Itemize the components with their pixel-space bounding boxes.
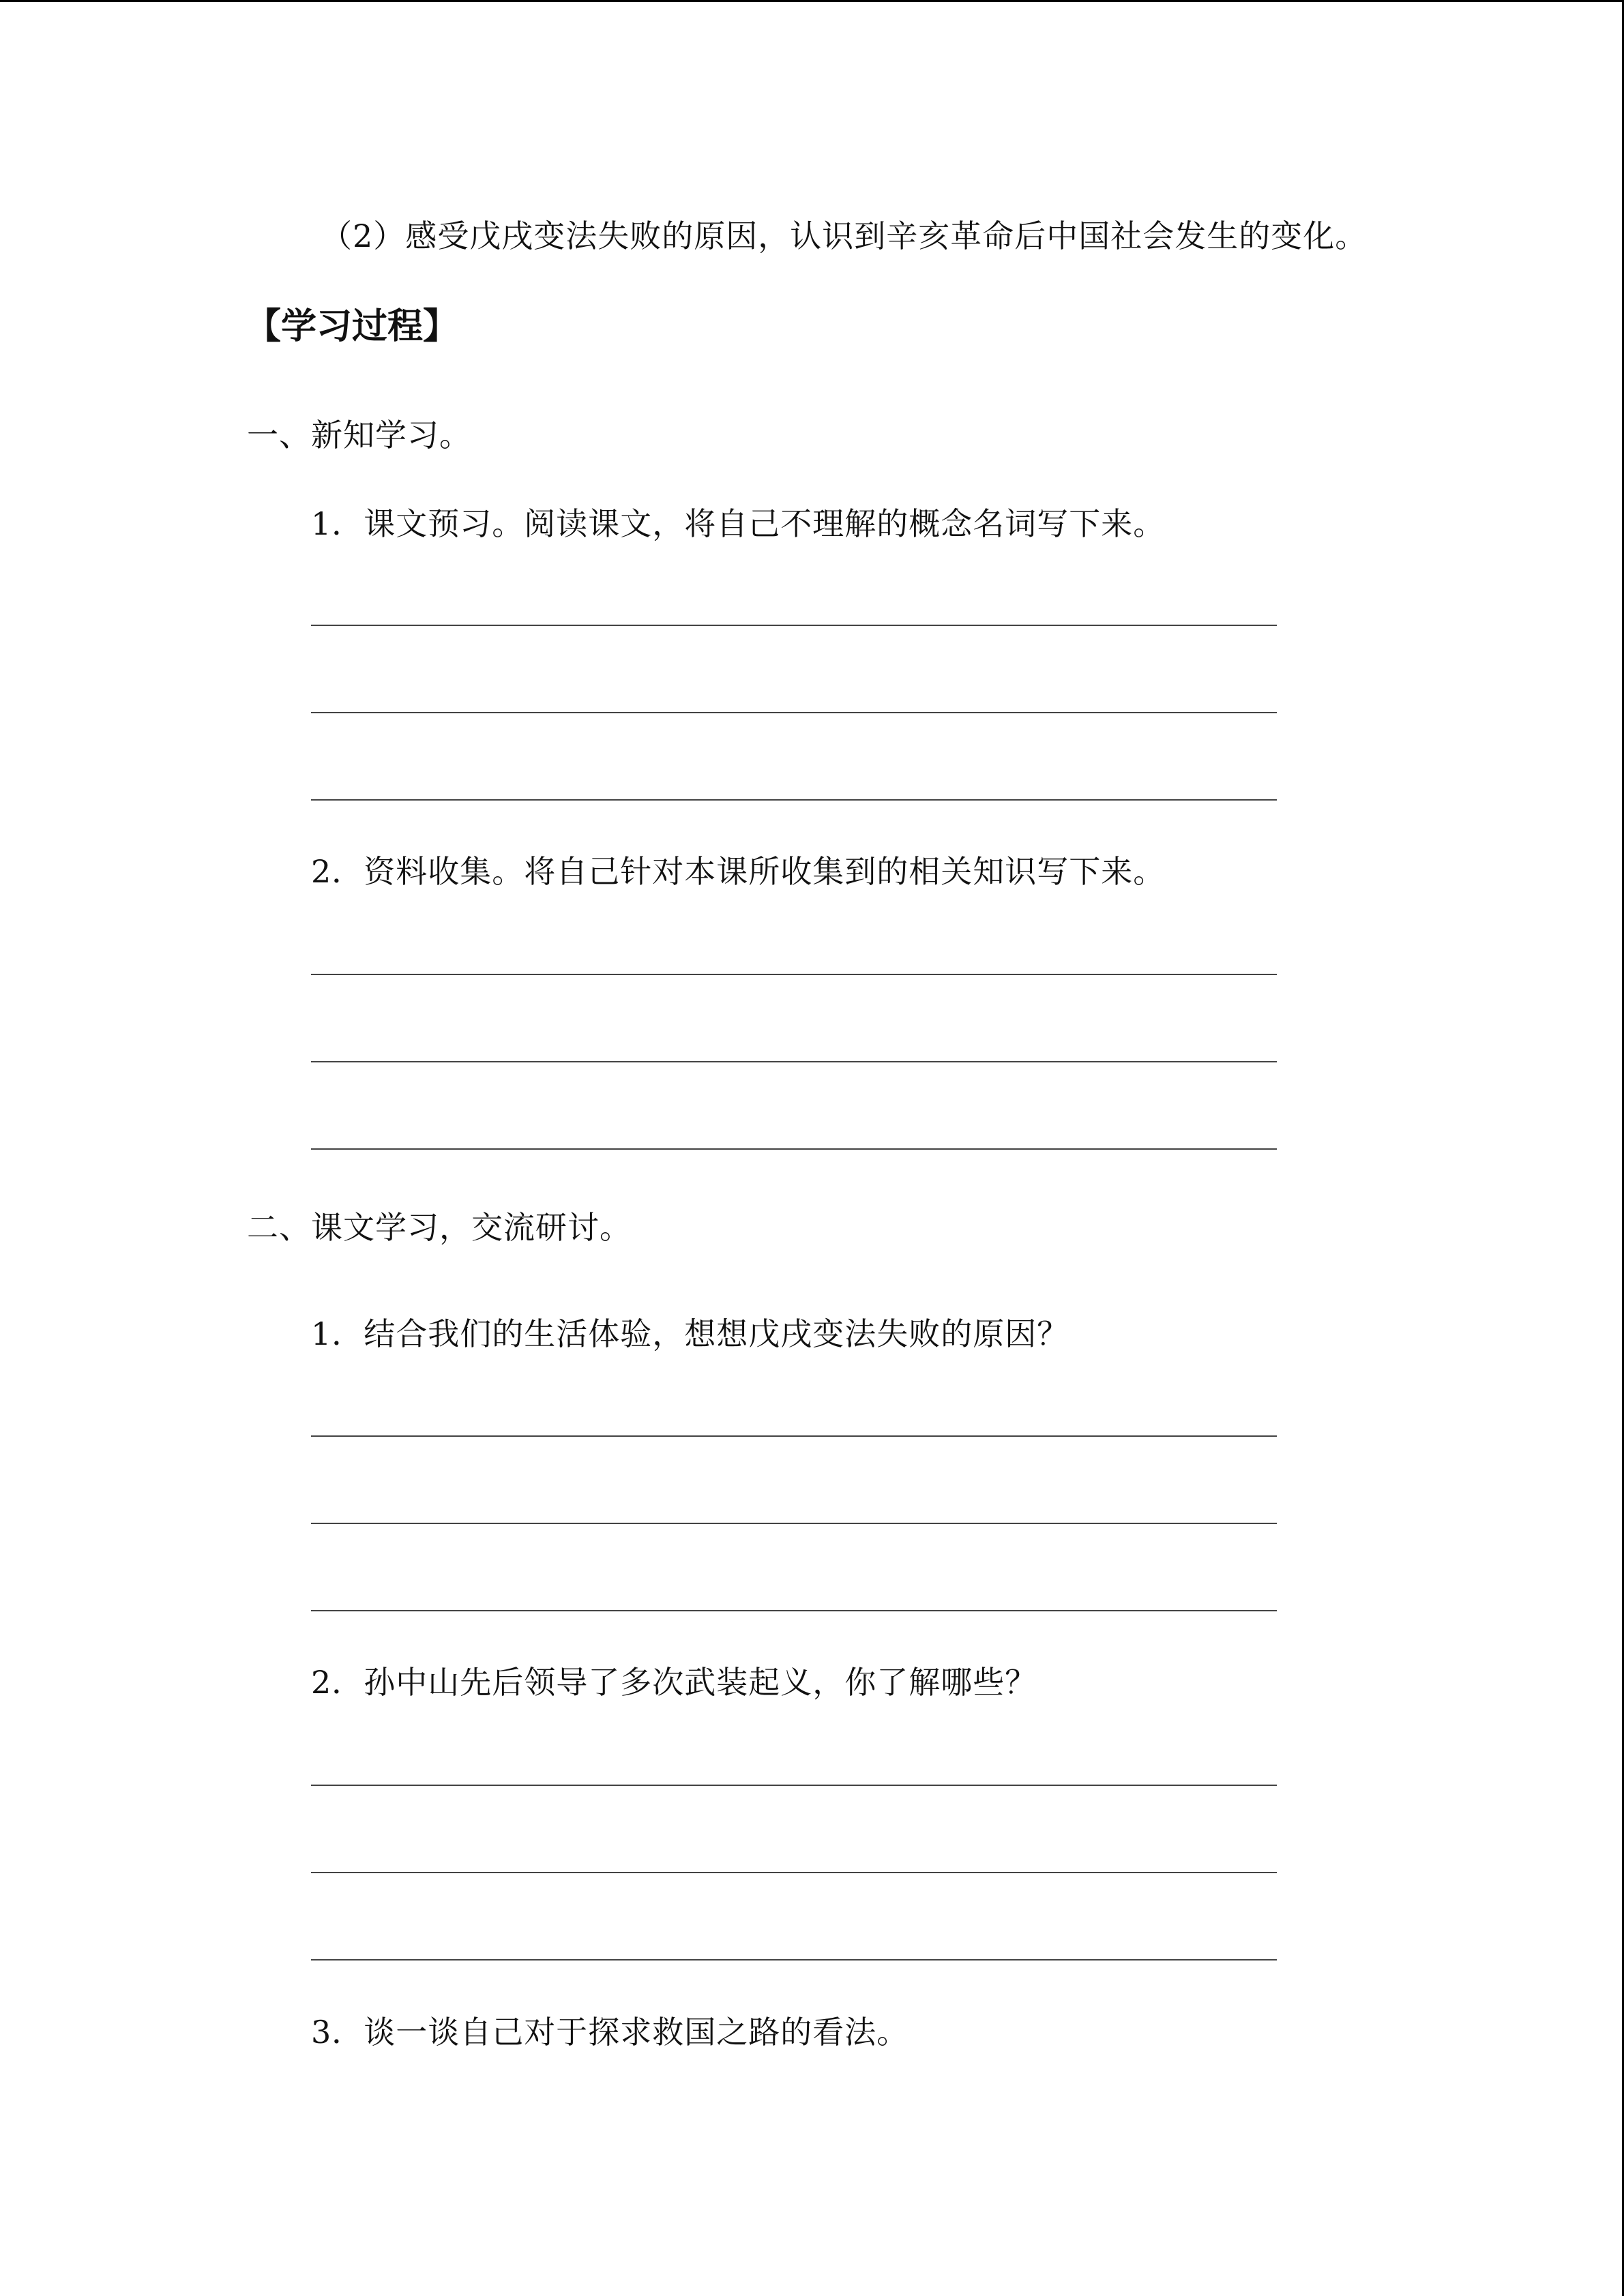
answer-line[interactable] [311, 1872, 1277, 1873]
learning-objective-2: （2）感受戊戌变法失败的原因，认识到辛亥革命后中国社会发生的变化。 [321, 218, 1368, 254]
answer-line[interactable] [311, 974, 1277, 975]
answer-line[interactable] [311, 1785, 1277, 1786]
answer-line[interactable] [311, 1959, 1277, 1960]
page-border-top [0, 0, 1624, 2]
section-2-question-1: 1．结合我们的生活体验，想想戊戌变法失败的原因？ [311, 1315, 1069, 1352]
section-2-question-3: 3．谈一谈自己对于探求救国之路的看法。 [311, 2014, 909, 2051]
learning-process-heading: 【学习过程】 [246, 306, 459, 347]
answer-line[interactable] [311, 1435, 1277, 1437]
answer-line[interactable] [311, 712, 1277, 713]
answer-line[interactable] [311, 1523, 1277, 1524]
section-1-question-2: 2．资料收集。将自己针对本课所收集到的相关知识写下来。 [311, 853, 1166, 890]
section-1-question-1: 1．课文预习。阅读课文，将自己不理解的概念名词写下来。 [311, 505, 1166, 542]
answer-line[interactable] [311, 1610, 1277, 1611]
answer-line[interactable] [311, 799, 1277, 801]
section-2-question-2: 2．孙中山先后领导了多次武装起义，你了解哪些？ [311, 1664, 1037, 1701]
section-1-title: 一、新知学习。 [247, 417, 471, 453]
answer-line[interactable] [311, 625, 1277, 626]
section-2-title: 二、课文学习，交流研讨。 [247, 1209, 632, 1246]
answer-line[interactable] [311, 1061, 1277, 1062]
answer-line[interactable] [311, 1148, 1277, 1150]
